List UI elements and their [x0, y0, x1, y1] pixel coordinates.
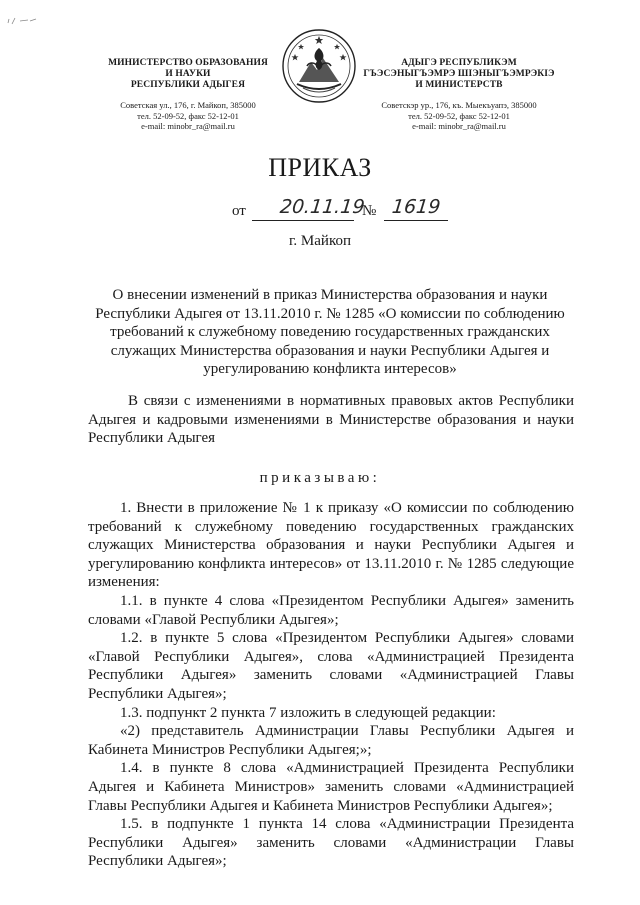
ministry-email-adyghe: e-mail: minobr_ra@mail.ru	[412, 121, 506, 131]
number-label: №	[362, 203, 377, 219]
date-prefix: от	[232, 203, 246, 219]
scan-corner-mark	[6, 14, 46, 28]
ministry-address: Советская ул., 176, г. Майкоп, 385000	[120, 100, 256, 110]
ministry-email: e-mail: minobr_ra@mail.ru	[141, 121, 235, 131]
order-item: 1.4. в пункте 8 слова «Администрацией Президента Республики Адыгея и Кабинета Министров» заменить словами «Администрацией Главы Республики Адыгея и Кабинета Министров Республики Адыгея»;	[88, 760, 574, 814]
coat-of-arms-icon	[281, 28, 357, 104]
city-name: г. Майкоп	[288, 233, 352, 249]
handwritten-date: 20.11.19	[278, 196, 366, 218]
order-item: 1.5. в подпункте 1 пункта 14 слова «Администрации Президента Республики Адыгея» заменить словами «Администрации Главы Республики Адыгея»;	[88, 816, 574, 870]
ministry-name-adyghe-line2: ГЪЭСЭНЫГЪЭМРЭ ШIЭНЫГЪЭМРЭКIЭ	[363, 69, 555, 79]
ministry-name-line1: МИНИСТЕРСТВО ОБРАЗОВАНИЯ	[108, 58, 268, 68]
order-dateline	[232, 196, 452, 226]
ministry-phone: тел. 52-09-52, факс 52-12-01	[137, 110, 239, 121]
ministry-header-adyghe	[353, 58, 565, 132]
ministry-name-adyghe-line3: И МИНИСТЕРСТВ	[415, 80, 503, 90]
order-item: 1.3. подпункт 2 пункта 7 изложить в следующей редакции:	[120, 704, 496, 721]
preamble-text: В связи с изменениями в нормативных правовых актов Республики Адыгея и кадровыми изменениями в Министерстве образования и науки Республики Адыгея	[88, 393, 574, 447]
document-title: ПРИКАЗ	[268, 153, 372, 182]
ministry-name-adyghe-line1: АДЫГЭ РЕСПУБЛИКЭМ	[401, 58, 517, 68]
ministry-name-line3: РЕСПУБЛИКИ АДЫГЕЯ	[130, 80, 246, 90]
ministry-address-adyghe: Советскэр ур., 176, къ. Мыекъуапэ, 385000	[381, 100, 537, 110]
ministry-name-line2: И НАУКИ	[165, 69, 211, 79]
ministry-header-russian	[88, 58, 288, 132]
order-subject: О внесении изменений в приказ Министерства образования и науки Республики Адыгея от 13.11.2010 г. № 1285 «О комиссии по соблюдению требований к служебному поведению государственных гражданских служащих Министерства образования и науки Республики Адыгея и урегулированию конфликта интересов»	[95, 287, 565, 378]
date-underline	[252, 220, 354, 221]
ministry-phone-adyghe: тел. 52-09-52, факс 52-12-01	[408, 110, 510, 121]
order-item: 1.2. в пункте 5 слова «Президентом Республики Адыгея» словами «Главой Республики Адыгея», слова «Администрацией Президента Республики Адыгея» заменить словами «Администрацией Главы Республики Адыгея»;	[88, 630, 574, 702]
number-underline	[384, 220, 448, 221]
order-items	[88, 499, 574, 871]
order-item: 1.1. в пункте 4 слова «Президентом Республики Адыгея» заменить словами «Главой Республики Адыгея»;	[88, 592, 574, 628]
handwritten-order-number: 1619	[390, 196, 442, 218]
order-directive-word: приказываю:	[259, 470, 381, 486]
order-item: 1. Внести в приложение № 1 к приказу «О комиссии по соблюдению требований к служебному поведению государственных гражданских служащих Министерства образования и науки Республики Адыгея и урегулированию конфликта интересов» от 13.11.2010 г. № 1285 следующие изменения:	[88, 500, 574, 591]
order-item: «2) представитель Администрации Главы Республики Адыгея и Кабинета Министров Республики Адыгея;»;	[88, 723, 574, 758]
preamble	[88, 392, 574, 448]
